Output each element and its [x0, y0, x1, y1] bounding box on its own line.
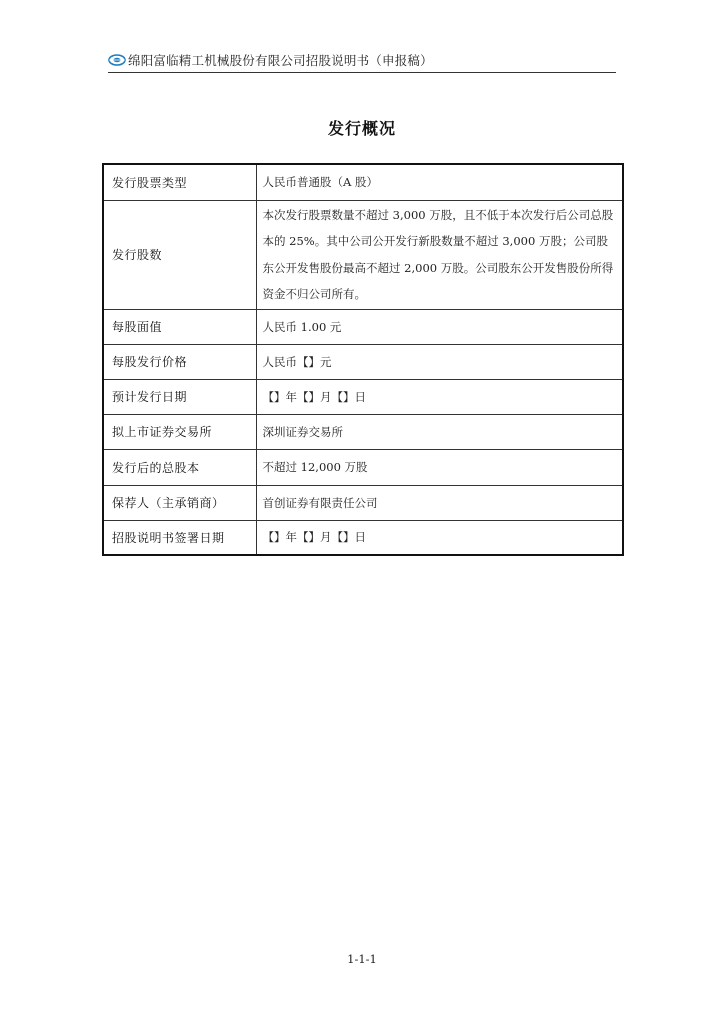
table-row — [103, 309, 623, 344]
row-value: 本次发行股票数量不超过 3,000 万股，且不低于本次发行后公司总股本的 25%。其中公司公开发行新股数量不超过 3,000 万股；公司股东公开发售股份最高不超过 2,000 万股。公司股东公开发售股份所得资金不归公司所有。 — [256, 200, 623, 309]
row-label: 发行股票类型 — [103, 164, 256, 200]
row-label: 拟上市证券交易所 — [103, 414, 256, 449]
row-value: 人民币普通股（A 股） — [256, 164, 623, 200]
row-value: 【】年【】月【】日 — [256, 379, 623, 414]
page-header — [108, 50, 616, 70]
table-row — [103, 164, 623, 200]
table-row — [103, 200, 623, 309]
page-number: 1-1-1 — [347, 952, 377, 966]
row-label: 每股发行价格 — [103, 344, 256, 379]
offering-overview-table — [102, 163, 624, 556]
table-row — [103, 485, 623, 520]
row-label: 每股面值 — [103, 309, 256, 344]
table-row — [103, 414, 623, 449]
row-value: 【】年【】月【】日 — [256, 520, 623, 555]
table-row — [103, 449, 623, 485]
row-value: 不超过 12,000 万股 — [256, 449, 623, 485]
row-label: 保荐人（主承销商） — [103, 485, 256, 520]
row-value: 人民币【】元 — [256, 344, 623, 379]
table-row — [103, 344, 623, 379]
header-company-title: 绵阳富临精工机械股份有限公司招股说明书（申报稿） — [128, 53, 433, 68]
row-value: 深圳证券交易所 — [256, 414, 623, 449]
row-label: 发行后的总股本 — [103, 449, 256, 485]
page-title: 发行概况 — [327, 119, 396, 138]
row-label: 招股说明书签署日期 — [103, 520, 256, 555]
row-label: 发行股数 — [103, 200, 256, 309]
row-value: 人民币 1.00 元 — [256, 309, 623, 344]
table-row — [103, 520, 623, 555]
row-label: 预计发行日期 — [103, 379, 256, 414]
row-value: 首创证券有限责任公司 — [256, 485, 623, 520]
header-divider — [108, 72, 616, 73]
company-logo-icon — [108, 54, 126, 66]
table-row — [103, 379, 623, 414]
